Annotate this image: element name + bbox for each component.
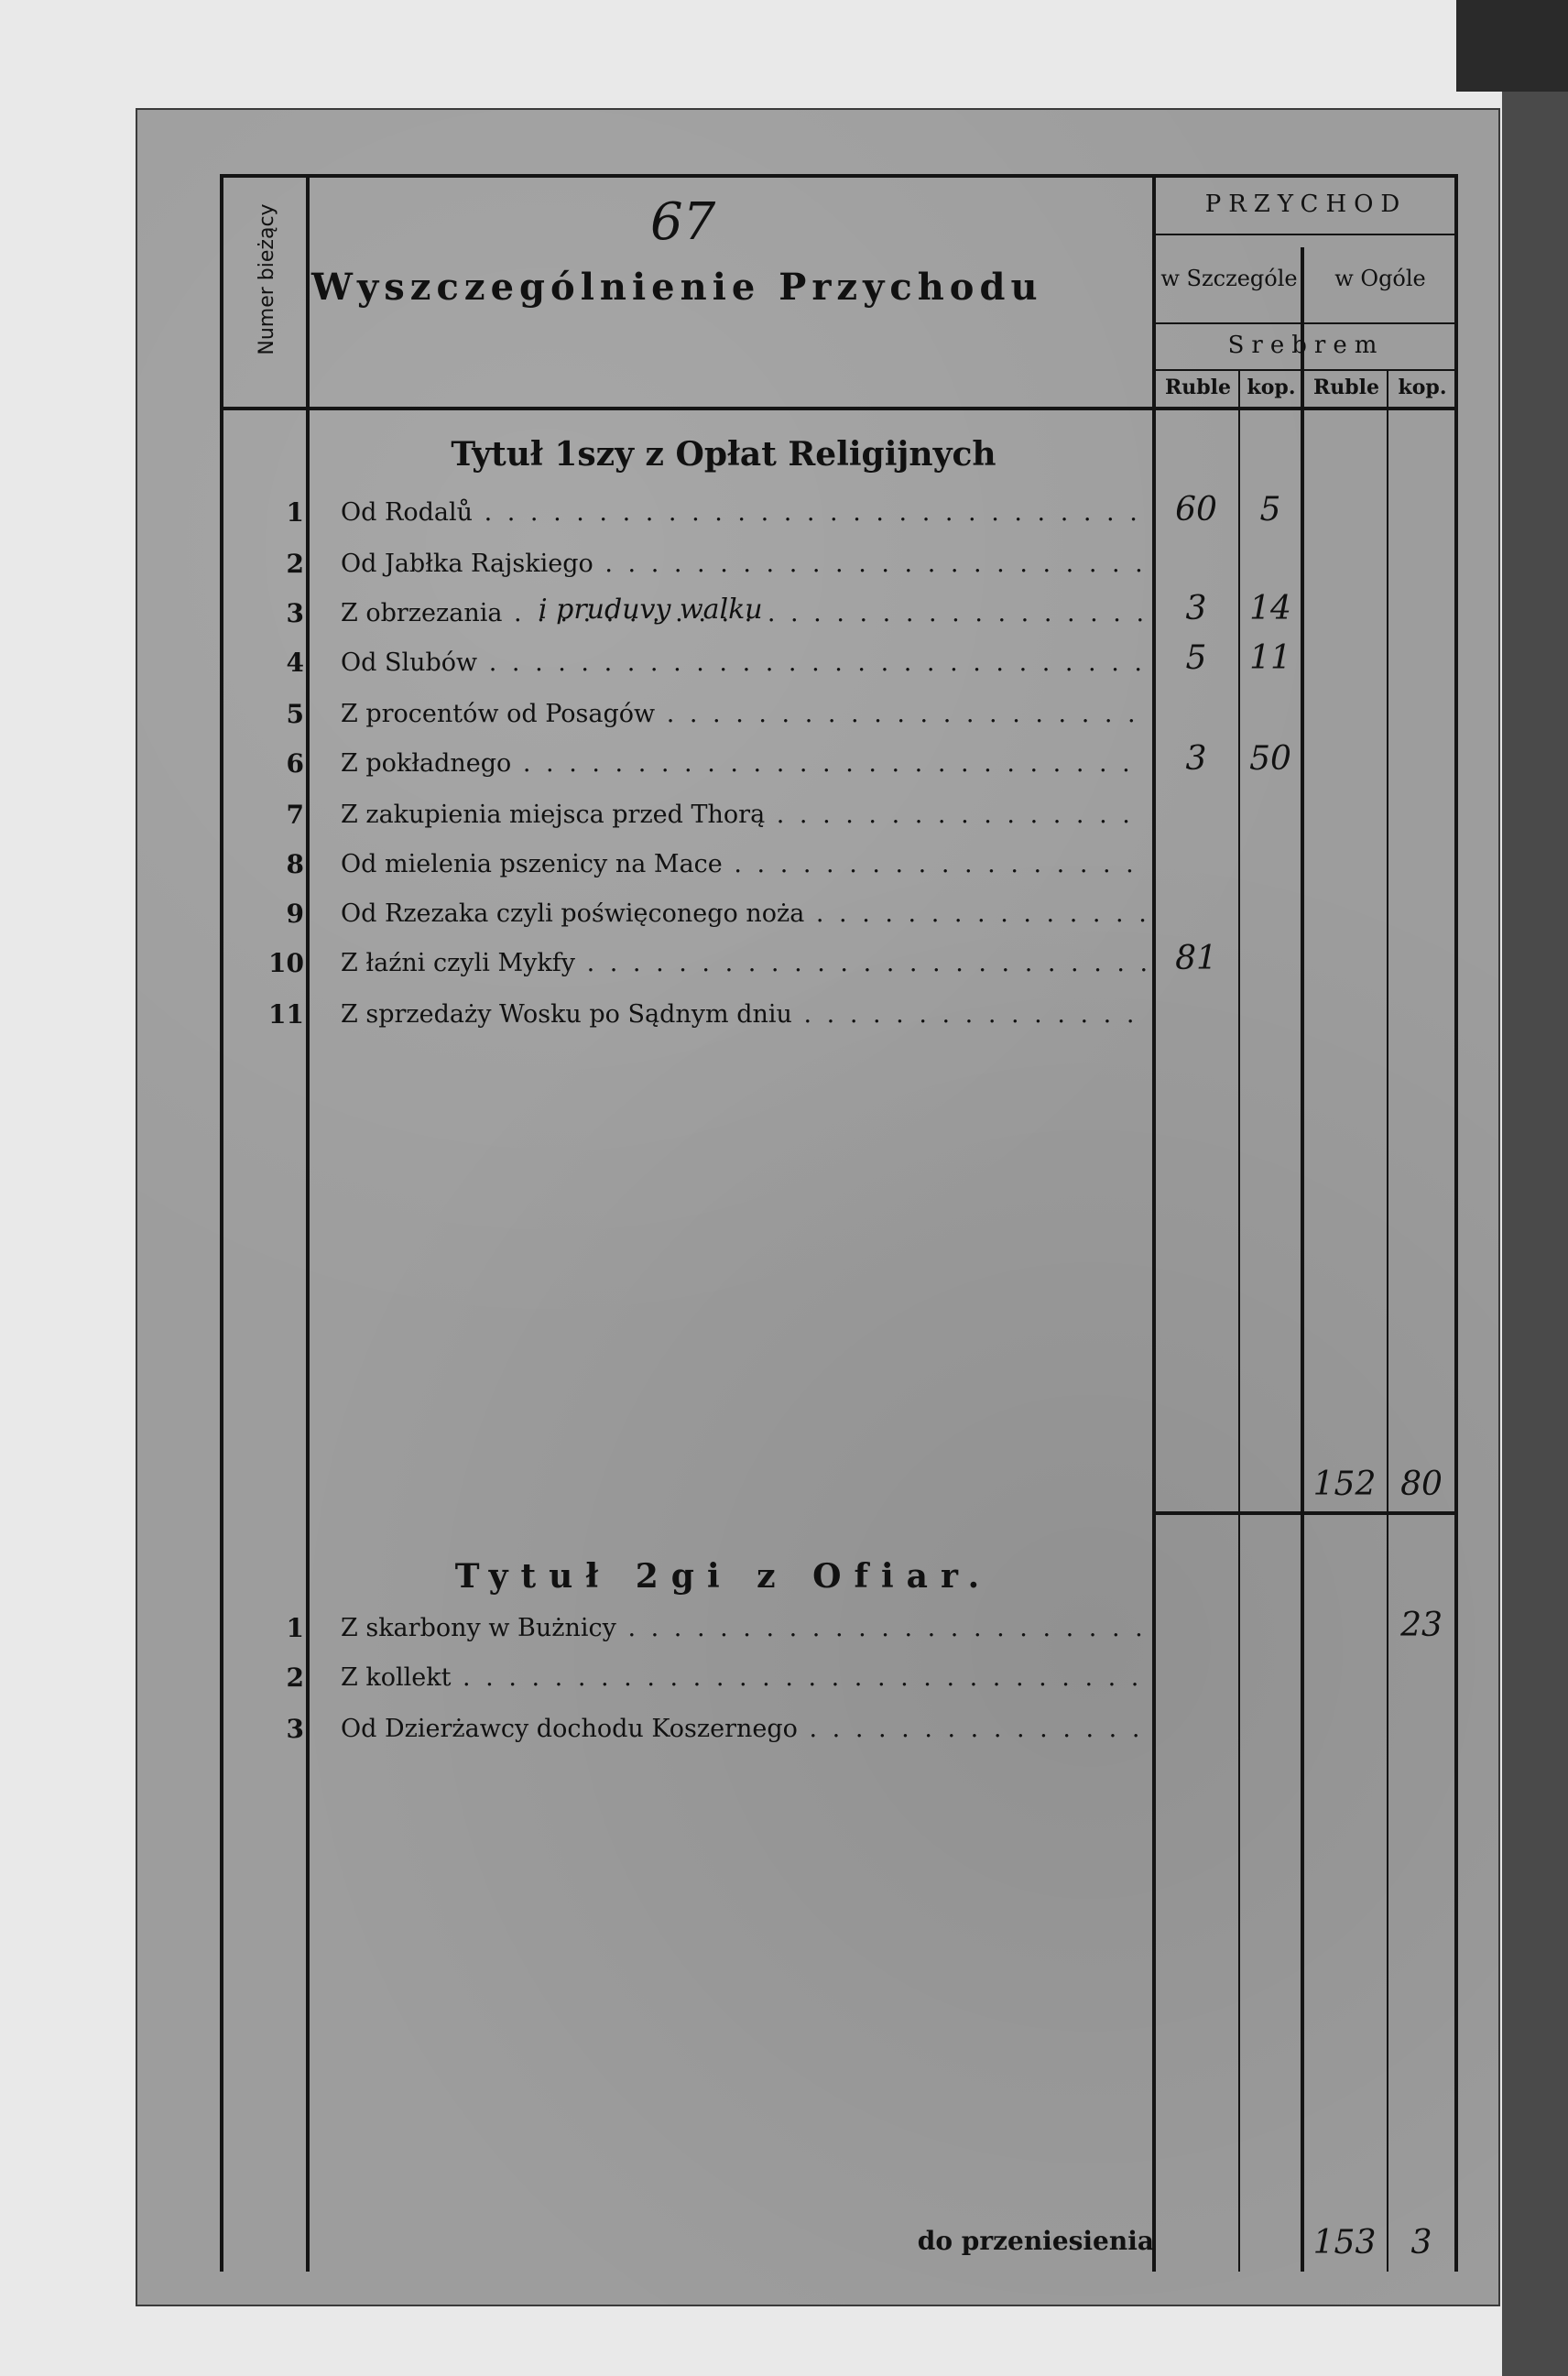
row-number: 9 [286,899,304,929]
row-label: Z skarbony w Bużnicy . . . [341,1603,1147,1654]
amount-kop: 11 [1249,639,1291,677]
ruble-header-1: Ruble [1164,376,1231,399]
section-1-total-ruble: 152 [1312,1466,1377,1503]
ledger-row [227,689,1152,740]
row-number: 3 [286,598,304,628]
page-number-handwritten: 67 [650,192,716,252]
kop-header-2: kop. [1398,376,1447,399]
section-2-title: Tytuł 2gi z Ofiar. [454,1557,993,1596]
ledger-row [227,1603,1152,1654]
amount-ruble: 60 [1175,491,1217,529]
amount-ruble: 5 [1185,639,1207,677]
row-label: Od Rzezaka czyli poświęconego noża . . . [341,888,1147,940]
kop-header-1: kop. [1247,376,1296,399]
row-number: 11 [268,999,304,1030]
ledger-row [227,888,1152,940]
row-label: Z zakupienia miejsca przed Thorą . . . [341,790,1147,841]
ledger-row [227,487,1152,539]
row-number: 3 [286,1714,304,1744]
frame-przychod-line [1152,234,1458,235]
frame-desc-col-line [1152,174,1156,2272]
scan-edge-right [1502,92,1568,2376]
ledger-row [227,738,1152,790]
row-number: 2 [286,549,304,579]
frame-kop2-line [1387,371,1388,2272]
carry-forward-kop: 3 [1410,2224,1432,2262]
frame-szczegole-line [1152,322,1458,324]
scan-edge-dark [1456,0,1568,92]
w-ogole-header: w Ogóle [1334,266,1426,291]
ledger-row [227,1652,1152,1704]
row-label: Od mielenia pszenicy na Mace . . . [341,839,1147,890]
ledger-row [227,539,1152,590]
ledger-row [227,638,1152,689]
frame-subtotal-line [1152,1511,1458,1515]
row-label: Od Jabłka Rajskiego . . . [341,539,1147,590]
row-label: Od Slubów . . . [341,638,1147,689]
amount-kop: 5 [1259,491,1281,529]
ledger-row [227,938,1152,989]
amount-ruble: 3 [1185,740,1207,778]
number-column-header: Numer bieżący [256,203,278,355]
row-label: Od Rodalů . . . [341,487,1147,539]
row-number: 2 [286,1662,304,1693]
row-number: 1 [286,1613,304,1643]
row-label: Od Dzierżawcy dochodu Koszernego . . . [341,1704,1147,1755]
page-title: Wyszczególnienie Przychodu [311,266,1043,309]
amount-ruble: 3 [1185,590,1207,627]
frame-left-line [220,174,223,2272]
ledger-row [227,790,1152,841]
handwritten-note: i pruduvy walku [539,594,763,626]
frame-header-bottom-line [220,407,1458,410]
row-label: Z obrzezania . . . [341,588,1147,639]
frame-top-line [220,174,1458,178]
amount-kop: 50 [1249,740,1291,778]
carry-forward-ruble: 153 [1312,2224,1377,2262]
row-number: 8 [286,849,304,879]
frame-right-line [1454,174,1458,2272]
ledger-row [227,1704,1152,1755]
przychod-header: PRZYCHOD [1204,191,1408,218]
ledger-row [227,989,1152,1041]
frame-srebrem-line [1152,369,1458,371]
amount-kop: 14 [1249,590,1291,627]
row-label: Z kollekt . . . [341,1652,1147,1704]
row-label: Z procentów od Posagów . . . [341,689,1147,740]
row-number: 7 [286,800,304,830]
row-number: 1 [286,497,304,528]
row-number: 5 [286,699,304,729]
row-number: 4 [286,648,304,678]
section-1-total-kop: 80 [1400,1466,1443,1503]
amount-ruble: 81 [1175,940,1217,977]
frame-szczegole-col-line [1301,247,1304,2272]
srebrem-header: Srebrem [1227,332,1385,359]
carry-forward-label: do przeniesienia [917,2226,1154,2256]
ruble-header-2: Ruble [1312,376,1379,399]
amount-kop: 23 [1400,1607,1443,1644]
frame-kop1-line [1238,371,1240,2272]
row-number: 10 [268,948,304,978]
ledger-row [227,839,1152,890]
w-szczegole-header: w Szczególe [1160,266,1298,291]
row-label: Z łaźni czyli Mykfy . . . [341,938,1147,989]
row-label: Z pokładnego . . . [341,738,1147,790]
row-number: 6 [286,748,304,779]
row-label: Z sprzedaży Wosku po Sądnym dniu . . . [341,989,1147,1041]
section-1-title: Tytuł 1szy z Opłat Religijnych [451,435,996,474]
